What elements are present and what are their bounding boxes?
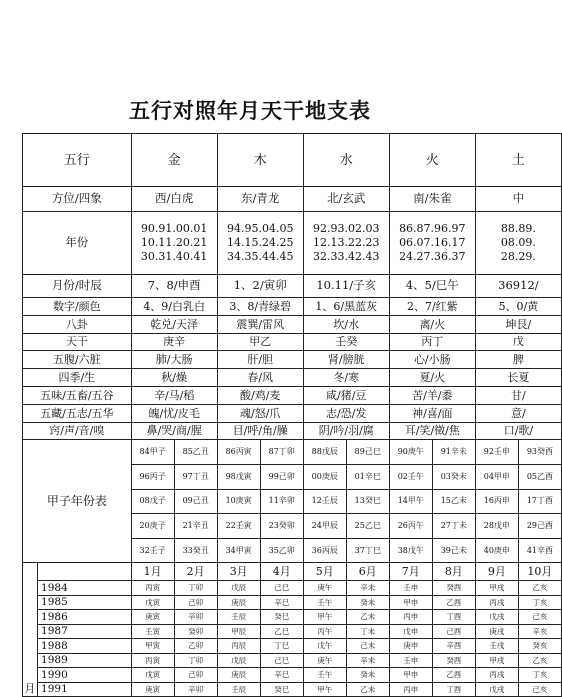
- jiazi-cell: 33癸丑: [174, 538, 217, 563]
- element-cell: 戊: [475, 333, 561, 351]
- month-data-row: [23, 668, 562, 683]
- direction-row: [23, 187, 562, 212]
- jiazi-cell: 85乙丑: [174, 440, 217, 465]
- jiazi-cell: 99己卯: [260, 464, 303, 489]
- element-cell: 夏/火: [389, 369, 475, 387]
- row-label: 年份: [23, 212, 132, 275]
- jiazi-cell: 14甲午: [389, 489, 432, 514]
- element-cell: 4、9/白乳白: [131, 298, 217, 316]
- element-cell: 肝/胆: [217, 351, 303, 369]
- element-cell: 36912/: [475, 275, 561, 298]
- jiazi-cell: 98戊寅: [217, 464, 260, 489]
- year-cell: 1985: [38, 595, 132, 610]
- jiazi-cell: 93癸酉: [518, 440, 561, 465]
- element-cell: 神/喜/面: [389, 404, 475, 422]
- ganzhi-cell: 丙申: [389, 682, 432, 697]
- year-cell: 1989: [38, 653, 132, 668]
- element-cell: 坎/水: [303, 315, 389, 333]
- attribute-row: [23, 315, 562, 333]
- row-label: 数字/颜色: [23, 298, 132, 316]
- jiazi-cell: 86丙寅: [217, 440, 260, 465]
- ganzhi-cell: 丁巳: [260, 639, 303, 654]
- jiazi-cell: 02壬午: [389, 464, 432, 489]
- element-cell: 90.91.00.01 10.11.20.21 30.31.40.41: [131, 212, 217, 275]
- ganzhi-cell: 甲辰: [217, 624, 260, 639]
- month-header-row: [23, 563, 562, 581]
- jiazi-cell: 09己丑: [174, 489, 217, 514]
- month-header-cell: 8月: [432, 563, 475, 581]
- ganzhi-cell: 甲午: [303, 682, 346, 697]
- element-cell: 木: [217, 134, 303, 187]
- ganzhi-cell: 丙寅: [131, 653, 174, 668]
- attribute-row: [23, 369, 562, 387]
- element-cell: 酸/鸡/麦: [217, 386, 303, 404]
- row-label: 五藏/五志/五华: [23, 404, 132, 422]
- element-cell: 耳/笑/徵/焦: [389, 422, 475, 440]
- ganzhi-cell: 庚辰: [217, 595, 260, 610]
- ganzhi-cell: 壬辰: [217, 682, 260, 697]
- jiazi-cell: 23癸卯: [260, 514, 303, 539]
- ganzhi-cell: 辛卯: [174, 610, 217, 625]
- month-header-cell: 1月: [131, 563, 174, 581]
- ganzhi-cell: 辛巳: [260, 595, 303, 610]
- row-label: 月份/时辰: [23, 275, 132, 298]
- ganzhi-cell: 丁卯: [174, 653, 217, 668]
- header-row: [23, 134, 562, 187]
- element-cell: 魄/忧/皮毛: [131, 404, 217, 422]
- element-cell: 目/呼/角/臊: [217, 422, 303, 440]
- attribute-row: [23, 404, 562, 422]
- jiazi-cell: 03癸未: [432, 464, 475, 489]
- row-label: 方位/四象: [23, 187, 132, 212]
- ganzhi-cell: 甲申: [389, 668, 432, 683]
- element-cell: 苦/羊/黍: [389, 386, 475, 404]
- ganzhi-cell: 丁亥: [518, 595, 561, 610]
- month-data-row: [23, 595, 562, 610]
- year-cell: 1986: [38, 610, 132, 625]
- element-cell: 土: [475, 134, 561, 187]
- element-cell: 坤艮/: [475, 315, 561, 333]
- jiazi-cell: 13癸巳: [346, 489, 389, 514]
- element-cell: 志/恐/发: [303, 404, 389, 422]
- ganzhi-cell: 壬寅: [131, 624, 174, 639]
- ganzhi-cell: 丁卯: [174, 581, 217, 596]
- jiazi-cell: 91辛未: [432, 440, 475, 465]
- element-cell: 庚辛: [131, 333, 217, 351]
- jiazi-cell: 22壬寅: [217, 514, 260, 539]
- jiazi-row: [23, 440, 562, 465]
- row-label: 四季/生: [23, 369, 132, 387]
- ganzhi-cell: 乙巳: [260, 624, 303, 639]
- ganzhi-cell: 癸酉: [432, 581, 475, 596]
- element-cell: 92.93.02.03 12.13.22.23 32.33.42.43: [303, 212, 389, 275]
- element-cell: 长夏: [475, 369, 561, 387]
- jiazi-cell: 01辛巳: [346, 464, 389, 489]
- ganzhi-cell: 甲申: [389, 595, 432, 610]
- jiazi-cell: 87丁卯: [260, 440, 303, 465]
- element-cell: 壬癸: [303, 333, 389, 351]
- element-cell: 7、8/申酉: [131, 275, 217, 298]
- ganzhi-cell: 甲寅: [131, 639, 174, 654]
- ganzhi-cell: 戊申: [389, 624, 432, 639]
- row-label: 天干: [23, 333, 132, 351]
- ganzhi-cell: 甲午: [303, 610, 346, 625]
- element-cell: 震巽/雷风: [217, 315, 303, 333]
- ganzhi-cell: 丙午: [303, 624, 346, 639]
- ganzhi-cell: 丙戌: [475, 595, 518, 610]
- element-cell: 甲乙: [217, 333, 303, 351]
- element-cell: 1、2/寅卯: [217, 275, 303, 298]
- jiazi-cell: 96丙子: [131, 464, 174, 489]
- ganzhi-cell: 丙戌: [475, 668, 518, 683]
- element-cell: 火: [389, 134, 475, 187]
- jiazi-cell: 21辛丑: [174, 514, 217, 539]
- jiazi-cell: 04甲申: [475, 464, 518, 489]
- ganzhi-cell: 癸巳: [260, 682, 303, 697]
- ganzhi-cell: 壬午: [303, 668, 346, 683]
- month-data-row: [23, 682, 562, 697]
- ganzhi-cell: 戊寅: [131, 668, 174, 683]
- jiazi-label: 甲子年份表: [23, 440, 132, 563]
- element-cell: 水: [303, 134, 389, 187]
- year-cell: 1988: [38, 639, 132, 654]
- ganzhi-cell: 戊午: [303, 639, 346, 654]
- element-cell: 86.87.96.97 06.07.16.17 24.27.36.37: [389, 212, 475, 275]
- element-cell: 心/小肠: [389, 351, 475, 369]
- ganzhi-cell: 丁未: [346, 624, 389, 639]
- element-cell: 5、0/黄: [475, 298, 561, 316]
- attribute-row: [23, 333, 562, 351]
- years-row: [23, 212, 562, 275]
- ganzhi-cell: 辛酉: [432, 639, 475, 654]
- element-cell: 意/: [475, 404, 561, 422]
- ganzhi-cell: 辛未: [346, 581, 389, 596]
- jiazi-cell: 12壬辰: [303, 489, 346, 514]
- jiazi-cell: 05乙酉: [518, 464, 561, 489]
- row-label: 五味/五畜/五谷: [23, 386, 132, 404]
- month-header-cell: 4月: [260, 563, 303, 581]
- element-cell: 10.11/子亥: [303, 275, 389, 298]
- jiazi-cell: 34甲寅: [217, 538, 260, 563]
- ganzhi-cell: 己酉: [432, 624, 475, 639]
- jiazi-cell: 11辛卯: [260, 489, 303, 514]
- month-side-label: 月: [23, 563, 38, 697]
- month-header-cell: 9月: [475, 563, 518, 581]
- jiazi-cell: 32壬子: [131, 538, 174, 563]
- jiazi-cell: 28戊申: [475, 514, 518, 539]
- element-cell: 金: [131, 134, 217, 187]
- ganzhi-cell: 己卯: [174, 668, 217, 683]
- jiazi-cell: 29己酉: [518, 514, 561, 539]
- element-cell: 秋/燥: [131, 369, 217, 387]
- ganzhi-cell: 己巳: [260, 581, 303, 596]
- ganzhi-cell: 辛卯: [174, 682, 217, 697]
- ganzhi-cell: 癸卯: [174, 624, 217, 639]
- row-label: 五腹/六脏: [23, 351, 132, 369]
- row-label: 五行: [23, 134, 132, 187]
- ganzhi-cell: 辛巳: [260, 668, 303, 683]
- ganzhi-cell: 戊戌: [475, 682, 518, 697]
- ganzhi-cell: 丁酉: [432, 682, 475, 697]
- ganzhi-cell: 戊辰: [217, 581, 260, 596]
- month-header-cell: 3月: [217, 563, 260, 581]
- jiazi-cell: 38戊午: [389, 538, 432, 563]
- element-cell: 咸/猪/豆: [303, 386, 389, 404]
- jiazi-cell: 15乙未: [432, 489, 475, 514]
- element-cell: 88.89. 08.09. 28.29.: [475, 212, 561, 275]
- ganzhi-cell: 戊寅: [131, 595, 174, 610]
- jiazi-cell: 39己未: [432, 538, 475, 563]
- jiazi-cell: 16丙申: [475, 489, 518, 514]
- jiazi-cell: 27丁未: [432, 514, 475, 539]
- jiazi-cell: 08戊子: [131, 489, 174, 514]
- year-cell: 1990: [38, 668, 132, 683]
- element-cell: 2、7/红紫: [389, 298, 475, 316]
- ganzhi-cell: 壬午: [303, 595, 346, 610]
- ganzhi-cell: 癸亥: [518, 639, 561, 654]
- blank-cell: [38, 563, 132, 581]
- month-data-row: [23, 581, 562, 596]
- attribute-row: [23, 422, 562, 440]
- ganzhi-cell: 壬申: [389, 653, 432, 668]
- element-cell: 鼻/哭/商/腥: [131, 422, 217, 440]
- ganzhi-cell: 甲戌: [475, 653, 518, 668]
- ganzhi-cell: 庚午: [303, 653, 346, 668]
- month-header-cell: 7月: [389, 563, 432, 581]
- jiazi-cell: 37丁巳: [346, 538, 389, 563]
- element-cell: 中: [475, 187, 561, 212]
- jiazi-cell: 35乙卯: [260, 538, 303, 563]
- ganzhi-cell: 己亥: [518, 682, 561, 697]
- month-row: [23, 275, 562, 298]
- ganzhi-cell: 丁酉: [432, 610, 475, 625]
- year-cell: 1987: [38, 624, 132, 639]
- element-cell: 乾兑/天泽: [131, 315, 217, 333]
- row-label: 八卦: [23, 315, 132, 333]
- element-cell: 丙丁: [389, 333, 475, 351]
- ganzhi-cell: 辛未: [346, 653, 389, 668]
- jiazi-cell: 36丙辰: [303, 538, 346, 563]
- month-data-row: [23, 624, 562, 639]
- ganzhi-cell: 戊辰: [217, 653, 260, 668]
- ganzhi-cell: 辛亥: [518, 624, 561, 639]
- element-cell: 辛/马/稻: [131, 386, 217, 404]
- jiazi-cell: 25乙巳: [346, 514, 389, 539]
- element-cell: 阴/吟/羽/腐: [303, 422, 389, 440]
- ganzhi-cell: 己巳: [260, 653, 303, 668]
- jiazi-cell: 20庚子: [131, 514, 174, 539]
- attribute-row: [23, 298, 562, 316]
- ganzhi-cell: 乙亥: [518, 581, 561, 596]
- ganzhi-cell: 癸未: [346, 668, 389, 683]
- ganzhi-cell: 癸酉: [432, 653, 475, 668]
- ganzhi-cell: 甲戌: [475, 581, 518, 596]
- year-cell: 1991: [38, 682, 132, 697]
- element-cell: 肾/膀胱: [303, 351, 389, 369]
- row-label: 窍/声/音/嗅: [23, 422, 132, 440]
- ganzhi-cell: 戊戌: [475, 610, 518, 625]
- element-cell: 3、8/青绿碧: [217, 298, 303, 316]
- element-cell: 肺/大肠: [131, 351, 217, 369]
- element-cell: 94.95.04.05 14.15.24.25 34.35.44.45: [217, 212, 303, 275]
- ganzhi-cell: 己未: [346, 639, 389, 654]
- jiazi-cell: 24甲辰: [303, 514, 346, 539]
- ganzhi-cell: 庚午: [303, 581, 346, 596]
- jiazi-cell: 90庚午: [389, 440, 432, 465]
- jiazi-cell: 17丁酉: [518, 489, 561, 514]
- element-cell: 北/玄武: [303, 187, 389, 212]
- ganzhi-cell: 乙未: [346, 682, 389, 697]
- ganzhi-cell: 丙寅: [131, 581, 174, 596]
- element-cell: 西/白虎: [131, 187, 217, 212]
- year-cell: 1984: [38, 581, 132, 596]
- jiazi-cell: 26丙午: [389, 514, 432, 539]
- ganzhi-cell: 庚辰: [217, 668, 260, 683]
- jiazi-cell: 92壬申: [475, 440, 518, 465]
- ganzhi-cell: 壬戌: [475, 639, 518, 654]
- element-cell: 1、6/黑蓝灰: [303, 298, 389, 316]
- jiazi-cell: 10庚寅: [217, 489, 260, 514]
- month-header-cell: 2月: [174, 563, 217, 581]
- ganzhi-cell: 丙申: [389, 610, 432, 625]
- ganzhi-cell: 庚寅: [131, 610, 174, 625]
- jiazi-cell: 89己巳: [346, 440, 389, 465]
- ganzhi-cell: 己亥: [518, 610, 561, 625]
- five-elements-table: [22, 133, 562, 697]
- ganzhi-cell: 乙亥: [518, 653, 561, 668]
- jiazi-cell: 97丁丑: [174, 464, 217, 489]
- month-header-cell: 5月: [303, 563, 346, 581]
- ganzhi-cell: 癸未: [346, 595, 389, 610]
- jiazi-cell: 41辛酉: [518, 538, 561, 563]
- ganzhi-cell: 癸巳: [260, 610, 303, 625]
- element-cell: 离/火: [389, 315, 475, 333]
- ganzhi-cell: 壬申: [389, 581, 432, 596]
- element-cell: 4、5/巳午: [389, 275, 475, 298]
- page-title: 五行对照年月天干地支表: [129, 98, 371, 123]
- month-data-row: [23, 639, 562, 654]
- ganzhi-cell: 壬辰: [217, 610, 260, 625]
- element-cell: 脾: [475, 351, 561, 369]
- ganzhi-cell: 丁亥: [518, 668, 561, 683]
- ganzhi-cell: 庚戌: [475, 624, 518, 639]
- ganzhi-cell: 乙酉: [432, 595, 475, 610]
- jiazi-cell: 40庚申: [475, 538, 518, 563]
- attribute-row: [23, 351, 562, 369]
- element-cell: 春/风: [217, 369, 303, 387]
- ganzhi-cell: 丙辰: [217, 639, 260, 654]
- ganzhi-cell: 乙酉: [432, 668, 475, 683]
- jiazi-cell: 88戊辰: [303, 440, 346, 465]
- month-header-cell: 6月: [346, 563, 389, 581]
- element-cell: 甘/: [475, 386, 561, 404]
- ganzhi-cell: 乙卯: [174, 639, 217, 654]
- element-cell: 冬/寒: [303, 369, 389, 387]
- jiazi-cell: 00庚辰: [303, 464, 346, 489]
- element-cell: 魂/怒/爪: [217, 404, 303, 422]
- element-cell: 南/朱雀: [389, 187, 475, 212]
- ganzhi-cell: 乙未: [346, 610, 389, 625]
- element-cell: 东/青龙: [217, 187, 303, 212]
- ganzhi-cell: 庚申: [389, 639, 432, 654]
- ganzhi-cell: 己卯: [174, 595, 217, 610]
- element-cell: 口/歌/: [475, 422, 561, 440]
- jiazi-cell: 84甲子: [131, 440, 174, 465]
- ganzhi-cell: 庚寅: [131, 682, 174, 697]
- month-header-cell: 10月: [518, 563, 561, 581]
- month-data-row: [23, 610, 562, 625]
- month-data-row: [23, 653, 562, 668]
- attribute-row: [23, 386, 562, 404]
